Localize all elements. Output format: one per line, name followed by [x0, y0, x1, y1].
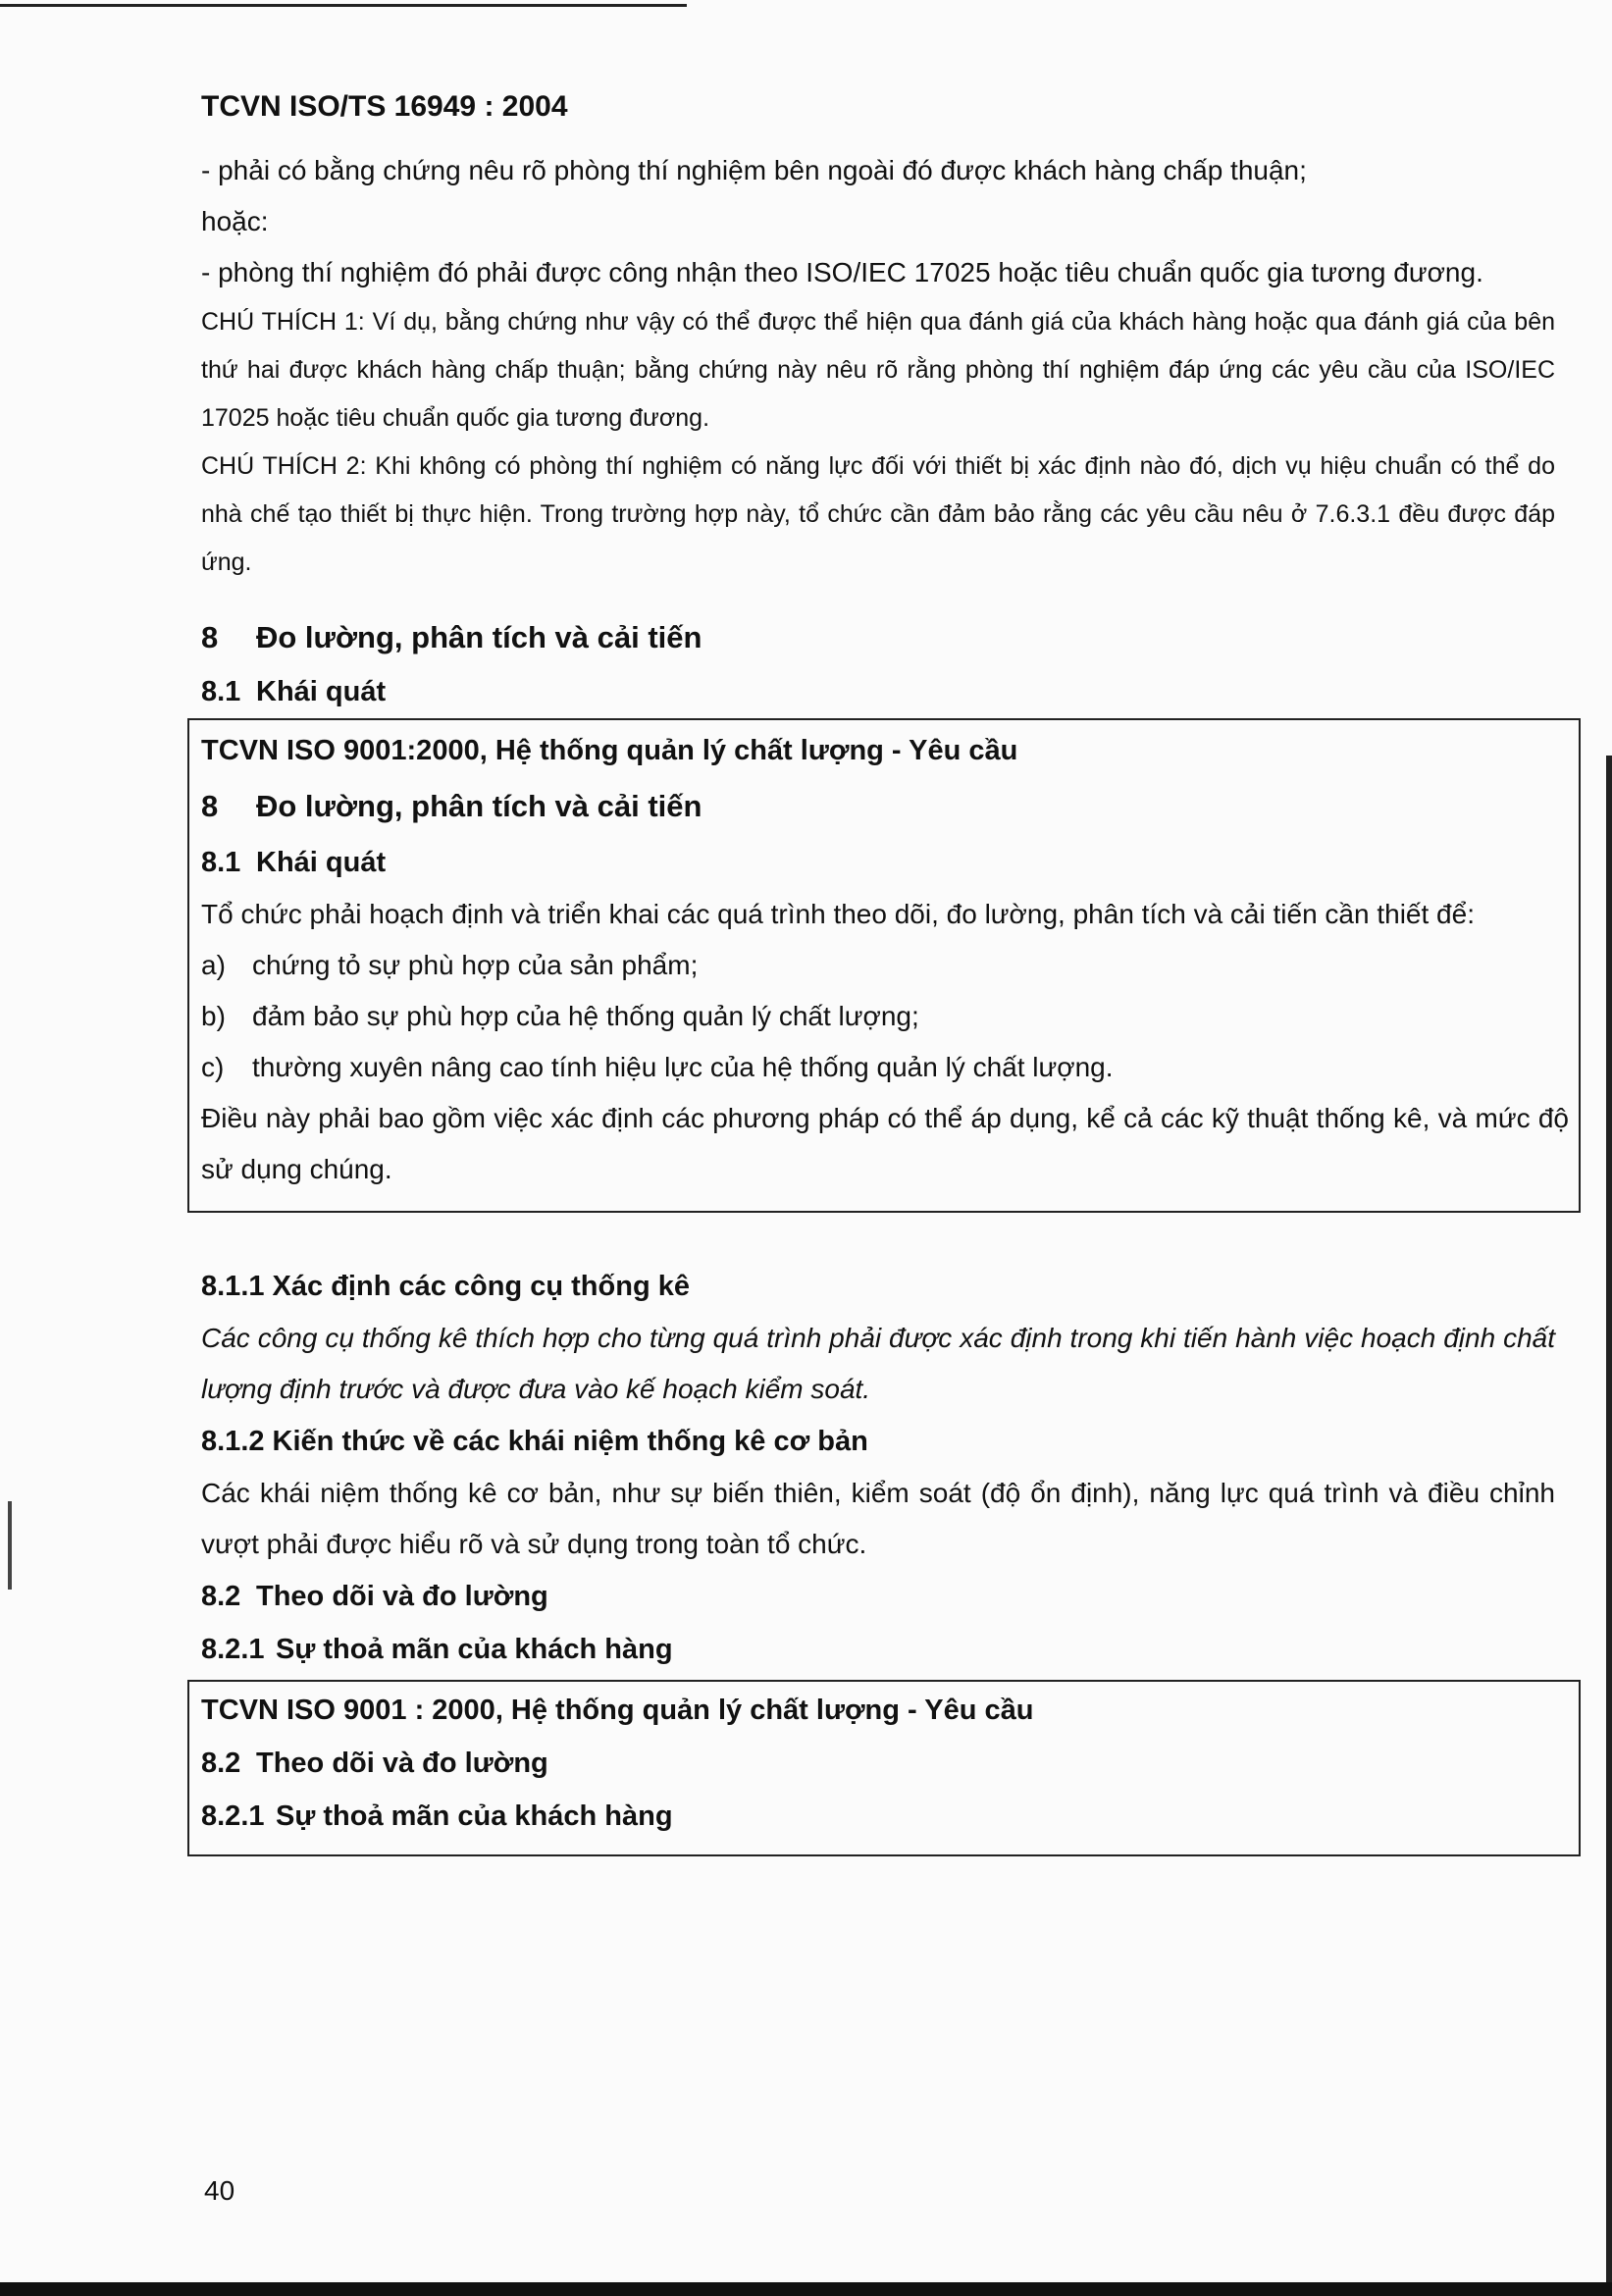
- standard-code: TCVN ISO/TS 16949 : 2004: [201, 90, 568, 123]
- box-subsection-heading: [201, 836, 1569, 889]
- box-header: TCVN ISO 9001:2000, Hệ thống quản lý chất lượng - Yêu cầu: [201, 735, 1018, 766]
- box-header: TCVN ISO 9001 : 2000, Hệ thống quản lý chất lượng - Yêu cầu: [201, 1695, 1034, 1726]
- section-number: 8: [201, 789, 219, 823]
- section-title: Đo lường, phân tích và cải tiến: [256, 789, 702, 823]
- section-number: 8.2.1: [201, 1634, 265, 1665]
- section-8-1-1-body: Các công cụ thống kê thích hợp cho từng quá trình phải được xác định trong khi tiến hành việc hoạch định chất lượng định trước và được đưa vào kế hoạch kiểm soát.: [201, 1323, 1555, 1404]
- list-text: thường xuyên nâng cao tính hiệu lực của hệ thống quản lý chất lượng.: [252, 1052, 1114, 1082]
- scan-edge: [1606, 756, 1612, 2296]
- list-label: b): [201, 1001, 226, 1031]
- section-8-1-2-heading: 8.1.2 Kiến thức về các khái niệm thống kê cơ bản: [201, 1426, 868, 1457]
- note-1: CHÚ THÍCH 1: Ví dụ, bằng chứng như vậy có thể được thể hiện qua đánh giá của khách hàng hoặc qua đánh giá của bên thứ hai được khách hàng chấp thuận; bằng chứng này nêu rõ rằng phòng thí nghiệm đáp ứng các yêu cầu của ISO/IEC 17025 hoặc tiêu chuẩn quốc gia tương đương.: [201, 308, 1555, 432]
- section-title: Sự thoả mãn của khách hàng: [276, 1634, 673, 1665]
- box-intro: Tổ chức phải hoạch định và triển khai các quá trình theo dõi, đo lường, phân tích và cải tiến cần thiết để:: [201, 899, 1475, 929]
- scan-smudge: [8, 1501, 12, 1590]
- section-8-heading: [201, 620, 1555, 655]
- list-item: [201, 940, 1569, 991]
- list-label: c): [201, 1052, 225, 1082]
- section-8-1-1-heading: 8.1.1 Xác định các công cụ thống kê: [201, 1271, 690, 1302]
- section-title: Đo lường, phân tích và cải tiến: [256, 620, 702, 654]
- list-item: [201, 1042, 1569, 1093]
- list-item: [201, 991, 1569, 1042]
- section-8-1-heading: [201, 665, 1555, 718]
- document-page: [201, 90, 1569, 1856]
- section-title: Sự thoả mãn của khách hàng: [276, 1800, 673, 1832]
- section-title: Theo dõi và đo lường: [256, 1581, 548, 1612]
- page-number: 40: [204, 2175, 235, 2206]
- intro-line-3: - phòng thí nghiệm đó phải được công nhận theo ISO/IEC 17025 hoặc tiêu chuẩn quốc gia tương đương.: [201, 257, 1483, 287]
- list-text: đảm bảo sự phù hợp của hệ thống quản lý chất lượng;: [252, 1001, 919, 1031]
- list-text: chứng tỏ sự phù hợp của sản phẩm;: [252, 950, 699, 980]
- section-number: 8: [201, 620, 219, 654]
- section-title: Khái quát: [256, 847, 387, 878]
- section-8-2-heading: [201, 1570, 1555, 1623]
- section-8-1-2-body: Các khái niệm thống kê cơ bản, như sự biến thiên, kiểm soát (độ ổn định), năng lực quá trình và điều chỉnh vượt phải được hiểu rõ và sử dụng trong toàn tổ chức.: [201, 1478, 1555, 1559]
- intro-line-2: hoặc:: [201, 206, 269, 236]
- quoted-standard-box-2: [187, 1680, 1581, 1856]
- quoted-standard-box-1: [187, 718, 1581, 1213]
- section-number: 8.2: [201, 1748, 241, 1779]
- top-rule: [0, 4, 687, 7]
- list-label: a): [201, 950, 226, 980]
- box-section-heading: [201, 1737, 1569, 1790]
- section-number: 8.1: [201, 676, 241, 707]
- section-number: 8.2: [201, 1581, 241, 1612]
- note-2: CHÚ THÍCH 2: Khi không có phòng thí nghiệm có năng lực đối với thiết bị xác định nào đó, dịch vụ hiệu chuẩn có thể do nhà chế tạo thiết bị thực hiện. Trong trường hợp này, tổ chức cần đảm bảo rằng các yêu cầu nêu ở 7.6.3.1 đều được đáp ứng.: [201, 452, 1555, 576]
- section-8-2-1-heading: [201, 1623, 1555, 1676]
- section-number: 8.1: [201, 847, 241, 878]
- bottom-rule: [0, 2282, 1612, 2296]
- box-section-heading: [201, 777, 1569, 836]
- box-subsection-heading: [201, 1790, 1569, 1843]
- section-number: 8.2.1: [201, 1800, 265, 1832]
- section-title: Khái quát: [256, 676, 387, 707]
- box-closing: Điều này phải bao gồm việc xác định các phương pháp có thể áp dụng, kể cả các kỹ thuật thống kê, và mức độ sử dụng chúng.: [201, 1103, 1569, 1184]
- section-title: Theo dõi và đo lường: [256, 1748, 548, 1779]
- intro-line-1: - phải có bằng chứng nêu rõ phòng thí nghiệm bên ngoài đó được khách hàng chấp thuận;: [201, 155, 1307, 185]
